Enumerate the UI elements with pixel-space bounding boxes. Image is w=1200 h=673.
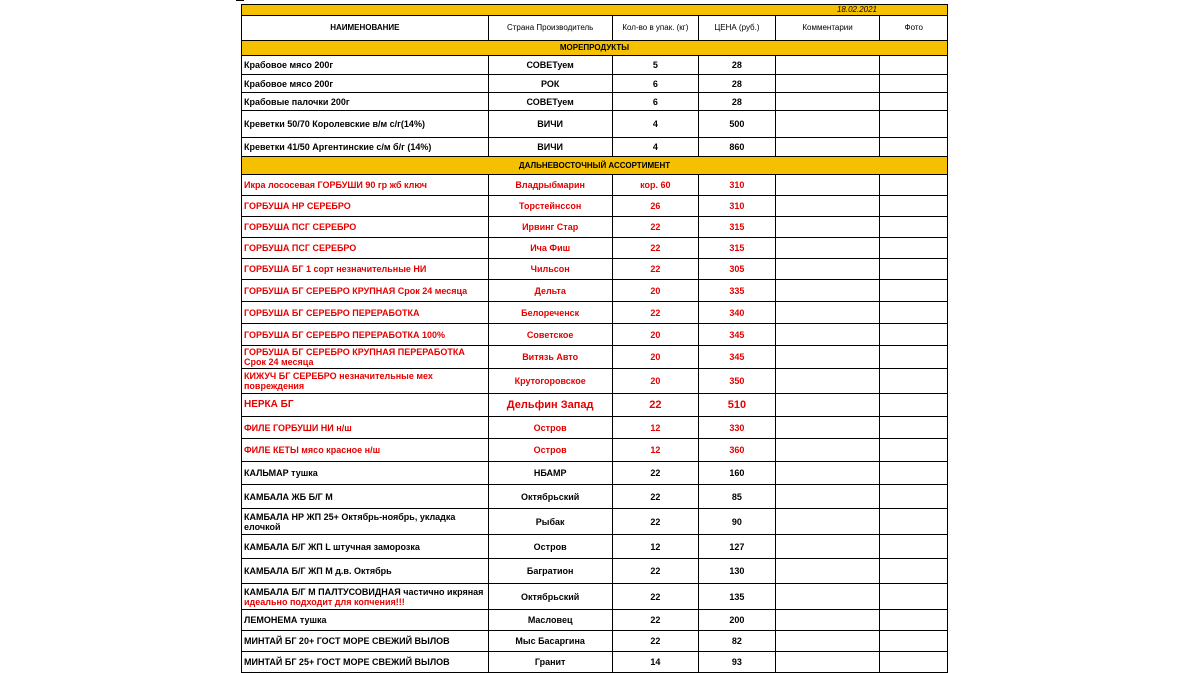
item-comment: [775, 584, 880, 610]
item-price: 350: [699, 369, 776, 394]
header-country: Страна Производитель: [488, 16, 612, 41]
item-photo: [880, 56, 948, 75]
item-name: Крабовые палочки 200г: [244, 96, 350, 107]
item-comment: [775, 610, 880, 631]
item-name-cell: [242, 417, 489, 439]
item-comment: [775, 535, 880, 559]
table-row: [242, 217, 948, 238]
section-title: ДАЛЬНЕВОСТОЧНЫЙ АССОРТИМЕНТ: [242, 157, 948, 175]
item-comment: [775, 138, 880, 157]
item-qty: 20: [612, 369, 699, 394]
item-name: КАМБАЛА Б/Г ЖП М д.в. Октябрь: [244, 566, 392, 576]
item-qty: 12: [612, 439, 699, 462]
item-photo: [880, 439, 948, 462]
item-maker: Гранит: [488, 652, 612, 673]
item-name-cell: [242, 631, 489, 652]
item-photo: [880, 75, 948, 93]
item-name-cell: [242, 238, 489, 259]
item-qty: 4: [612, 138, 699, 157]
item-price: 127: [699, 535, 776, 559]
item-comment: [775, 346, 880, 369]
item-name: КАМБАЛА ЖБ Б/Г М: [244, 491, 333, 502]
table-row: [242, 369, 948, 394]
item-photo: [880, 652, 948, 673]
table-row: [242, 439, 948, 462]
item-comment: [775, 439, 880, 462]
item-name-cell: [242, 559, 489, 584]
item-name: ЛЕМОНЕМА тушка: [244, 615, 327, 625]
item-name-cell: [242, 217, 489, 238]
item-name-cell: [242, 56, 489, 75]
item-name: Икра лососевая ГОРБУШИ 90 гр жб ключ: [244, 180, 427, 190]
header-qty: Кол-во в упак. (кг): [612, 16, 699, 41]
item-price: 330: [699, 417, 776, 439]
item-maker: ВИЧИ: [488, 138, 612, 157]
item-price: 345: [699, 324, 776, 346]
section-header-row: [242, 41, 948, 56]
item-comment: [775, 417, 880, 439]
table-row: [242, 238, 948, 259]
item-maker: Остров: [488, 439, 612, 462]
item-qty: 6: [612, 93, 699, 111]
item-photo: [880, 346, 948, 369]
item-name: НЕРКА БГ: [244, 399, 294, 410]
item-maker: Мыс Басаргина: [488, 631, 612, 652]
item-qty: 22: [612, 462, 699, 485]
item-maker: ВИЧИ: [488, 111, 612, 138]
item-name-cell: [242, 509, 489, 535]
item-price: 82: [699, 631, 776, 652]
item-photo: [880, 417, 948, 439]
item-maker: Октябрьский: [488, 485, 612, 509]
item-name: ГОРБУША ПСГ СЕРЕБРО: [244, 243, 357, 253]
table-row: [242, 462, 948, 485]
item-comment: [775, 56, 880, 75]
item-qty: 5: [612, 56, 699, 75]
item-maker: Остров: [488, 417, 612, 439]
item-qty: 22: [612, 485, 699, 509]
header-row: [242, 16, 948, 41]
item-name-cell: [242, 93, 489, 111]
item-price: 315: [699, 238, 776, 259]
item-name-cell: [242, 280, 489, 302]
table-row: [242, 175, 948, 196]
item-name-cell: [242, 652, 489, 673]
item-name: КАЛЬМАР тушка: [244, 468, 318, 478]
item-maker: Торстейнссон: [488, 196, 612, 217]
table-row: [242, 652, 948, 673]
item-maker: Октябрьский: [488, 584, 612, 610]
item-comment: [775, 280, 880, 302]
table-row: [242, 196, 948, 217]
table-row: [242, 280, 948, 302]
item-name-cell: [242, 462, 489, 485]
item-comment: [775, 238, 880, 259]
item-name-cell: [242, 439, 489, 462]
item-price: 510: [699, 394, 776, 417]
item-comment: [775, 631, 880, 652]
item-photo: [880, 138, 948, 157]
item-name: МИНТАЙ БГ 25+ ГОСТ МОРЕ СВЕЖИЙ ВЫЛОВ: [244, 657, 450, 667]
item-name-cell: [242, 369, 489, 394]
item-photo: [880, 93, 948, 111]
item-comment: [775, 217, 880, 238]
table-row: [242, 138, 948, 157]
header-price: ЦЕНА (руб.): [699, 16, 776, 41]
item-qty: 12: [612, 535, 699, 559]
item-comment: [775, 324, 880, 346]
top-rule: [236, 0, 244, 3]
item-photo: [880, 324, 948, 346]
item-comment: [775, 559, 880, 584]
item-maker: Рыбак: [488, 509, 612, 535]
table-row: [242, 584, 948, 610]
table-row: [242, 56, 948, 75]
item-name-cell: [242, 535, 489, 559]
item-maker: НБАМР: [488, 462, 612, 485]
item-name: ГОРБУША БГ СЕРЕБРО КРУПНАЯ ПЕРЕРАБОТКА Срок 24 месяца: [244, 347, 465, 367]
item-price: 340: [699, 302, 776, 324]
item-maker: Ирвинг Стар: [488, 217, 612, 238]
item-comment: [775, 196, 880, 217]
table-row: [242, 302, 948, 324]
item-qty: 22: [612, 584, 699, 610]
table-row: [242, 111, 948, 138]
item-photo: [880, 631, 948, 652]
item-price: 500: [699, 111, 776, 138]
item-photo: [880, 280, 948, 302]
item-price: 305: [699, 259, 776, 280]
item-maker: Ича Фиш: [488, 238, 612, 259]
item-price: 345: [699, 346, 776, 369]
item-price: 360: [699, 439, 776, 462]
table-row: [242, 535, 948, 559]
table-row: [242, 509, 948, 535]
item-qty: 22: [612, 559, 699, 584]
table-row: [242, 346, 948, 369]
item-qty: 26: [612, 196, 699, 217]
item-photo: [880, 485, 948, 509]
item-name: КИЖУЧ БГ СЕРЕБРО незначительные мех повреждения: [244, 371, 433, 391]
item-photo: [880, 302, 948, 324]
item-name-cell: [242, 111, 489, 138]
table-row: [242, 417, 948, 439]
item-comment: [775, 509, 880, 535]
item-name-cell: [242, 175, 489, 196]
item-photo: [880, 175, 948, 196]
item-name-cell: [242, 138, 489, 157]
item-name: КАМБАЛА НР ЖП 25+ Октябрь-ноябрь, укладка елочкой: [244, 511, 456, 532]
item-price: 135: [699, 584, 776, 610]
header-photo: Фото: [880, 16, 948, 41]
item-photo: [880, 238, 948, 259]
item-qty: 20: [612, 280, 699, 302]
item-name: ГОРБУША НР СЕРЕБРО: [244, 201, 351, 211]
item-maker: Белореченск: [488, 302, 612, 324]
item-price: 310: [699, 196, 776, 217]
item-photo: [880, 462, 948, 485]
item-name-cell: [242, 75, 489, 93]
item-price: 93: [699, 652, 776, 673]
table-row: [242, 394, 948, 417]
item-photo: [880, 259, 948, 280]
item-name: ГОРБУША БГ СЕРЕБРО ПЕРЕРАБОТКА: [244, 307, 420, 318]
item-name: ФИЛЕ ГОРБУШИ НИ н/ш: [244, 422, 352, 433]
item-comment: [775, 75, 880, 93]
item-name: Крабовое мясо 200г: [244, 60, 334, 70]
price-table: [241, 4, 948, 673]
table-row: [242, 324, 948, 346]
item-photo: [880, 196, 948, 217]
table-row: [242, 631, 948, 652]
item-price: 85: [699, 485, 776, 509]
item-qty: 20: [612, 346, 699, 369]
section-header-row: [242, 157, 948, 175]
price-list-sheet: [241, 4, 948, 673]
table-row: [242, 485, 948, 509]
item-maker: РОК: [488, 75, 612, 93]
item-qty: 14: [612, 652, 699, 673]
item-qty: 20: [612, 324, 699, 346]
item-qty: 22: [612, 302, 699, 324]
table-row: [242, 610, 948, 631]
item-name: ГОРБУША БГ СЕРЕБРО ПЕРЕРАБОТКА 100%: [244, 329, 445, 340]
item-photo: [880, 394, 948, 417]
item-price: 28: [699, 75, 776, 93]
item-comment: [775, 111, 880, 138]
item-maker: Витязь Авто: [488, 346, 612, 369]
item-qty: 22: [612, 259, 699, 280]
item-qty: кор. 60: [612, 175, 699, 196]
item-name: КАМБАЛА Б/Г ЖП L штучная заморозка: [244, 541, 420, 552]
item-name-cell: [242, 196, 489, 217]
item-maker: СОВЕТуем: [488, 93, 612, 111]
item-price: 130: [699, 559, 776, 584]
item-photo: [880, 559, 948, 584]
item-comment: [775, 259, 880, 280]
item-comment: [775, 93, 880, 111]
item-name: Креветки 50/70 Королевские в/м с/г(14%): [244, 119, 425, 129]
item-qty: 4: [612, 111, 699, 138]
item-maker: Багратион: [488, 559, 612, 584]
item-comment: [775, 175, 880, 196]
table-row: [242, 75, 948, 93]
date-cell: 18.02.2021: [242, 5, 948, 16]
item-price: 28: [699, 93, 776, 111]
item-qty: 22: [612, 631, 699, 652]
item-name: ГОРБУША БГ СЕРЕБРО КРУПНАЯ Срок 24 месяца: [244, 285, 468, 296]
header-comments: Комментарии: [775, 16, 880, 41]
header-name: НАИМЕНОВАНИЕ: [242, 16, 489, 41]
item-qty: 22: [612, 509, 699, 535]
item-name-cell: [242, 259, 489, 280]
item-name: МИНТАЙ БГ 20+ ГОСТ МОРЕ СВЕЖИЙ ВЫЛОВ: [244, 636, 450, 646]
table-row: [242, 259, 948, 280]
item-qty: 22: [612, 610, 699, 631]
item-maker: Дельта: [488, 280, 612, 302]
item-maker: Дельфин Запад: [488, 394, 612, 417]
item-maker: Крутогоровское: [488, 369, 612, 394]
item-photo: [880, 509, 948, 535]
item-name-cell: [242, 485, 489, 509]
item-price: 310: [699, 175, 776, 196]
item-comment: [775, 652, 880, 673]
item-qty: 22: [612, 217, 699, 238]
item-name-cell: [242, 584, 489, 610]
item-maker: Советское: [488, 324, 612, 346]
item-comment: [775, 302, 880, 324]
item-name: Крабовое мясо 200г: [244, 78, 334, 89]
item-price: 200: [699, 610, 776, 631]
table-row: [242, 93, 948, 111]
item-qty: 22: [612, 394, 699, 417]
item-name-note: идеально подходит для копчения!!!: [244, 596, 405, 607]
item-price: 860: [699, 138, 776, 157]
item-maker: Чильсон: [488, 259, 612, 280]
item-photo: [880, 584, 948, 610]
date-row: [242, 5, 948, 16]
item-name-cell: [242, 346, 489, 369]
item-price: 335: [699, 280, 776, 302]
item-qty: 6: [612, 75, 699, 93]
item-comment: [775, 485, 880, 509]
item-maker: Масловец: [488, 610, 612, 631]
item-photo: [880, 535, 948, 559]
item-name: ГОРБУША ПСГ СЕРЕБРО: [244, 222, 357, 232]
item-comment: [775, 462, 880, 485]
table-row: [242, 559, 948, 584]
item-qty: 12: [612, 417, 699, 439]
item-name-cell: [242, 394, 489, 417]
item-name: ФИЛЕ КЕТЫ мясо красное н/ш: [244, 445, 381, 455]
item-photo: [880, 610, 948, 631]
item-comment: [775, 394, 880, 417]
item-photo: [880, 217, 948, 238]
item-name-cell: [242, 302, 489, 324]
item-name: Креветки 41/50 Аргентинские с/м б/г (14%): [244, 142, 432, 152]
item-photo: [880, 111, 948, 138]
item-maker: Остров: [488, 535, 612, 559]
item-comment: [775, 369, 880, 394]
item-qty: 22: [612, 238, 699, 259]
item-photo: [880, 369, 948, 394]
item-price: 28: [699, 56, 776, 75]
item-name: КАМБАЛА Б/Г М ПАЛТУСОВИДНАЯ частично икряная: [244, 586, 484, 597]
item-name-cell: [242, 324, 489, 346]
item-maker: СОВЕТуем: [488, 56, 612, 75]
item-price: 90: [699, 509, 776, 535]
item-price: 315: [699, 217, 776, 238]
item-maker: Владрыбмарин: [488, 175, 612, 196]
item-name: ГОРБУША БГ 1 сорт незначительные НИ: [244, 264, 427, 274]
item-name-cell: [242, 610, 489, 631]
section-title: МОРЕПРОДУКТЫ: [242, 41, 948, 56]
item-price: 160: [699, 462, 776, 485]
